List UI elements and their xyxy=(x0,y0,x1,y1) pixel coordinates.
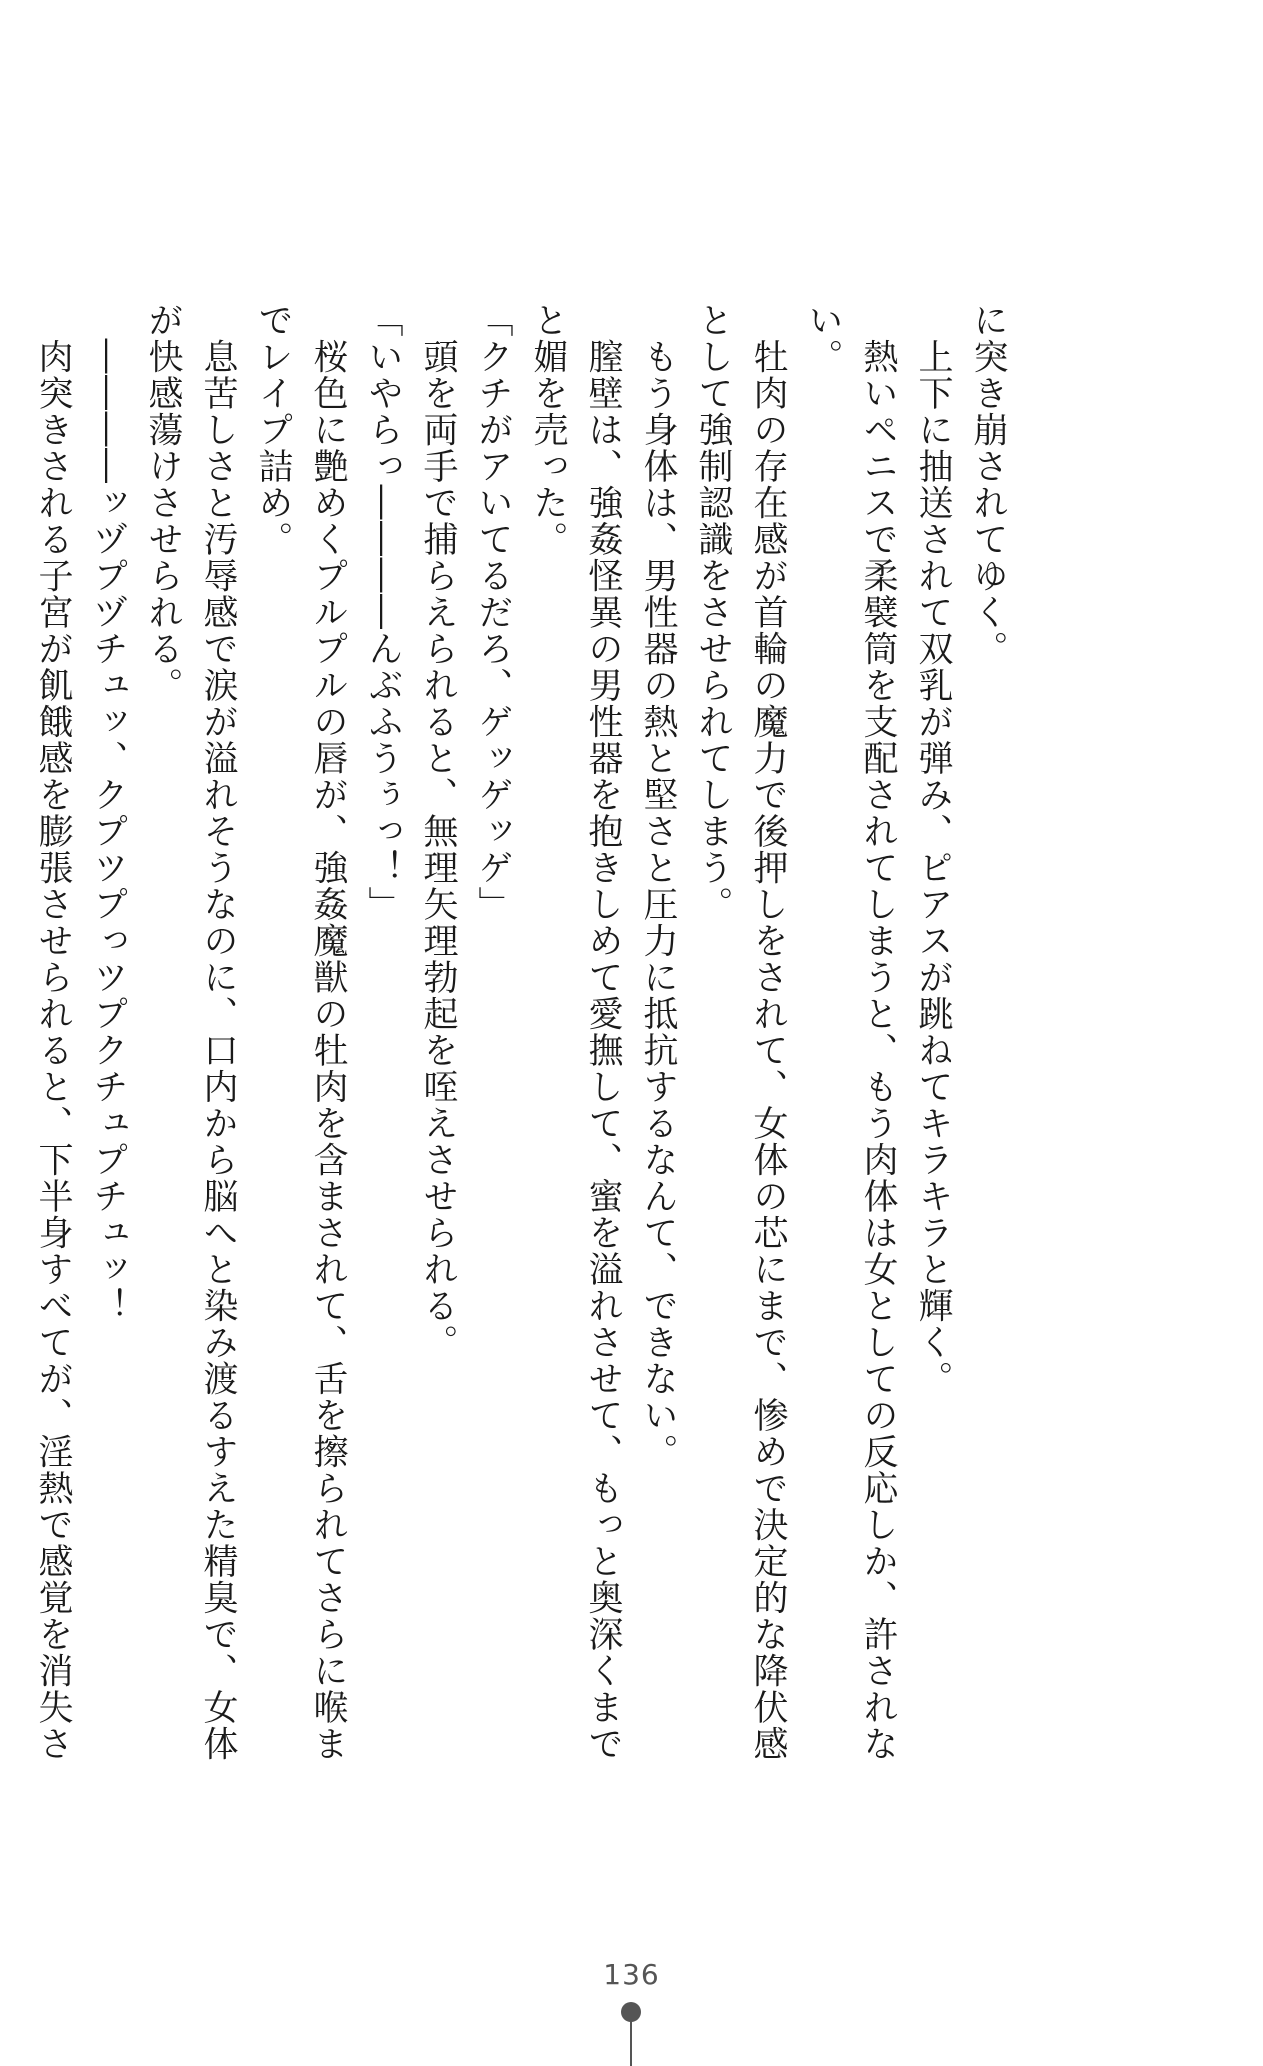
text-line: 「いやらっ――――んぶふうぅっ！」 xyxy=(363,302,403,923)
text-line: と媚を売った。 xyxy=(528,302,568,558)
text-line: でレイプ詰め。 xyxy=(253,302,293,558)
text-line: もう身体は、男性器の熱と堅さと圧力に抵抗するなんて、できない。 xyxy=(638,302,678,1470)
text-line: 熱いペニスで柔襞筒を支配されてしまうと、もう肉体は女としての反応しか、許されな xyxy=(858,302,898,1762)
text-line: が快感蕩けさせられる。 xyxy=(143,302,183,704)
text-line: 「クチがアいてるだろ、ゲッゲッゲ」 xyxy=(473,302,513,923)
text-line: 膣壁は、強姦怪異の男性器を抱きしめて愛撫して、蜜を溢れさせて、もっと奥深くまで xyxy=(583,302,623,1762)
page-marker-dot-icon xyxy=(621,2002,641,2022)
page-number: 136 xyxy=(603,1958,660,1991)
text-line: ――――ッヅプヅチュッ、クプツプっツプクチュプチュッ！ xyxy=(88,302,128,1324)
page-marker-line xyxy=(630,2020,632,2066)
text-line: 桜色に艶めくプルプルの唇が、強姦魔獣の牡肉を含まされて、舌を擦られてさらに喉ま xyxy=(308,302,348,1762)
vertical-text-body xyxy=(33,302,1015,1762)
text-line: 息苦しさと汚辱感で涙が溢れそうなのに、口内から脳へと染み渡るすえた精臭で、女体 xyxy=(198,302,238,1762)
text-line: 牡肉の存在感が首輪の魔力で後押しをされて、女体の芯にまで、惨めで決定的な降伏感 xyxy=(748,302,788,1762)
text-line: に突き崩されてゆく。 xyxy=(968,302,1008,667)
text-line: として強制認識をさせられてしまう。 xyxy=(693,302,733,923)
text-line: い。 xyxy=(803,302,843,375)
text-line: 上下に抽送されて双乳が弾み、ピアスが跳ねてキラキラと輝く。 xyxy=(913,302,953,1397)
text-line: 肉突きされる子宮が飢餓感を膨張させられると、下半身すべてが、淫熱で感覚を消失さ xyxy=(33,302,73,1762)
text-line: 頭を両手で捕らえられると、無理矢理勃起を咥えさせられる。 xyxy=(418,302,458,1361)
